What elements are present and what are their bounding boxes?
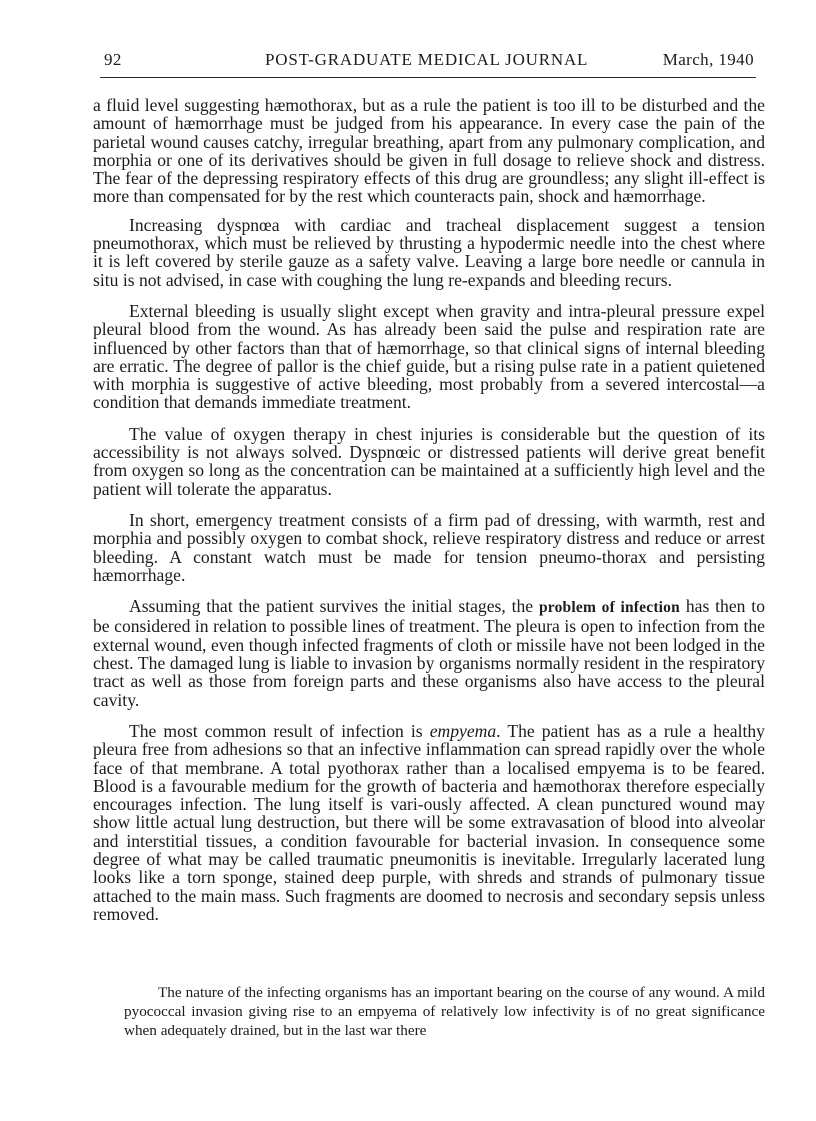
- header-rule: [100, 77, 756, 78]
- paragraph-text: has then to be considered in relation to possible lines of treatment. The pleura is open to infection from the external wound, even though infected fragments of cloth or missile have not been lodged in the chest. The damaged lung is liable to invasion by organisms normally resident in the respiratory tract as well as those from foreign parts and these organisms also have access to the pleural cavity.: [93, 596, 765, 710]
- journal-title: POST-GRADUATE MEDICAL JOURNAL: [265, 50, 589, 69]
- paragraph-haemothorax: a fluid level suggesting hæmothorax, but as a rule the patient is too ill to be disturbed and the amount of hæmorrhage must be judged from his appearance. In every case the pain of the parietal wound causes catchy, irregular breathing, apart from any pulmonary complication, and morphia or one of its derivatives should be given in full dosage to relieve shock and distress. The fear of the depressing respiratory effects of this drug are groundless; any slight ill-effect is more than compensated for by the rest which counteracts pain, shock and hæmorrhage.: [93, 95, 765, 207]
- paragraph-oxygen-therapy: The value of oxygen therapy in chest injuries is considerable but the question of its accessibility is not always solved. Dyspnœic or distressed patients will derive great benefit from oxygen so long as the concentration can be maintained at a sufficiently high level and the patient will tolerate the apparatus.: [93, 423, 765, 499]
- paragraph-text: The most common result of infection is: [129, 720, 430, 741]
- paragraph-problem-of-infection: [93, 597, 765, 709]
- paragraph-text: . The patient has as a rule a healthy pleura free from adhesions so that an infective inflammation can spread rapidly over the whole face of that membrane. A total pyothorax rather than a localised empyema is to be feared. Blood is a favourable medium for the growth of bacteria and hæmothorax therefore especially encourages infection. The lung itself is vari-ously affected. A clean punctured wound may show little actual lung destruction, but there will be some extravasation of blood into alveolar and interstitial tissues, a condition favourable for bacterial invasion. In consequence some degree of what may be called traumatic pneumonitis is inevitable. Irregularly lacerated lung looks like a torn sponge, stained deep purple, with shreds and strands of pulmonary tissue attached to the main mass. Such fragments are doomed to necrosis and secondary sepsis unless removed.: [93, 720, 765, 924]
- article-body: [93, 96, 765, 936]
- emphasis-empyema: empyema: [429, 720, 497, 741]
- paragraph-text: Assuming that the patient survives the initial stages, the: [129, 596, 539, 617]
- paragraph-emergency-treatment: In short, emergency treatment consists of a firm pad of dressing, with warmth, rest and morphia and possibly oxygen to combat shock, relieve respiratory distress and reduce or arrest bleeding. A constant watch must be made for tension pneumo-thorax and persisting hæmorrhage.: [93, 509, 765, 585]
- paragraph-tension-pneumothorax: Increasing dyspnœa with cardiac and tracheal displacement suggest a tension pneumothorax, which must be relieved by thrusting a hypodermic needle into the chest where it is left covered by sterile gauze as a safety valve. Leaving a large bore needle or cannula in situ is not advised, in case with coughing the lung re-expands and bleeding recurs.: [93, 214, 765, 290]
- page-number: 92: [104, 50, 122, 69]
- paragraph-external-bleeding: External bleeding is usually slight except when gravity and intra-pleural pressure expel pleural blood from the wound. As has already been said the pulse and respiration rate are influenced by other factors than that of hæmorrhage, so that clinical signs of internal bleeding are erratic. The degree of pallor is the chief guide, but a rising pulse rate in a patient quietened with morphia is suggestive of active bleeding, most probably from a severed intercostal—a condition that demands immediate treatment.: [93, 300, 765, 413]
- paragraph-empyema: [93, 722, 765, 923]
- emphasis-problem-of-infection: problem of infection: [538, 599, 680, 617]
- paragraph-infecting-organisms: The nature of the infecting organisms has an important bearing on the course of any wound. A mild pyococcal invasion giving rise to an empyema of relatively low infectivity is of no great significance when adequately drained, but in the last war there: [124, 984, 765, 1039]
- small-print-section: [124, 983, 765, 1040]
- issue-date: March, 1940: [662, 50, 754, 69]
- running-header: [100, 50, 756, 74]
